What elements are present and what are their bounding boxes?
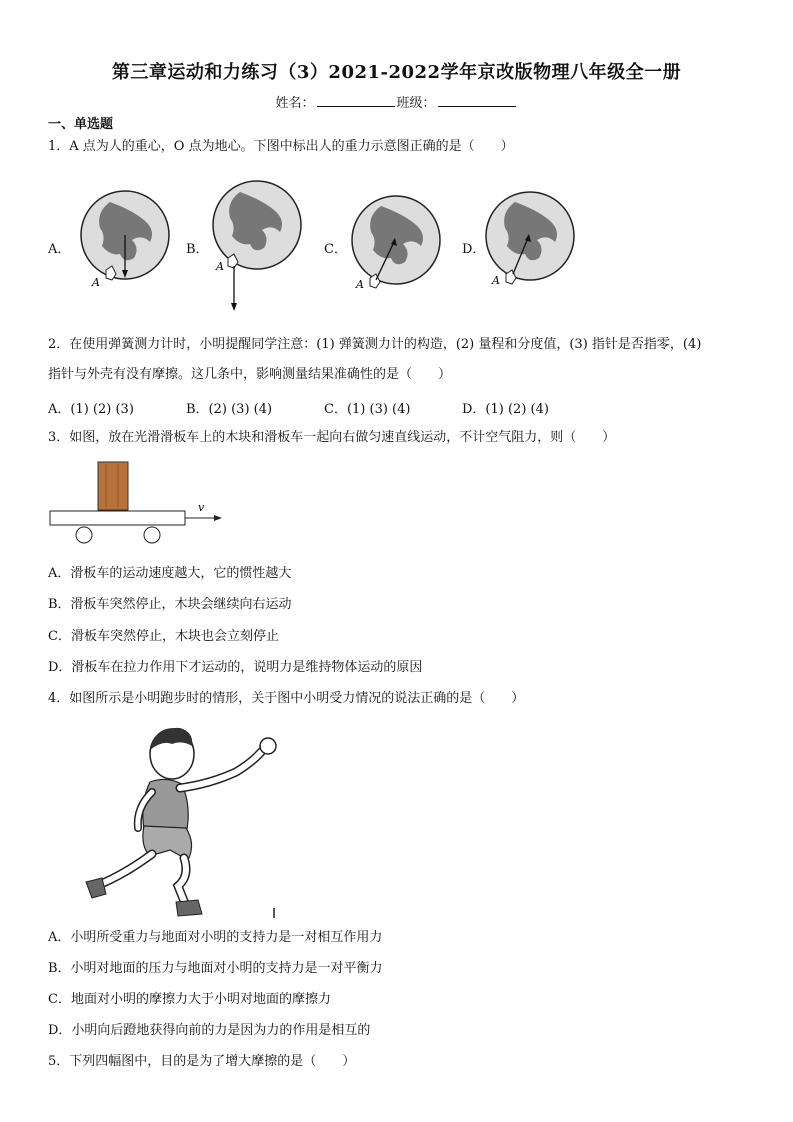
q2-option-a[interactable]: A．(1) (2) (3) [48, 402, 134, 417]
velocity-label: v [198, 501, 205, 514]
q1-figure-c [348, 196, 458, 306]
question-5-stem: 5．下列四幅图中，目的是为了增大摩擦的是（ ） [48, 1054, 356, 1069]
question-2-stem-line-1: 2．在使用弹簧测力计时，小明提醒同学注意：(1) 弹簧测力计的构造，(2) 量程和分度值，(3) 指针是否指零，(4) [48, 337, 702, 352]
question-1-stem: 1．A 点为人的重心，O 点为地心。下图中标出人的重力示意图正确的是（ ） [48, 139, 514, 154]
q3-option-d[interactable]: D．滑板车在拉力作用下才运动的，说明力是维持物体运动的原因 [48, 660, 423, 675]
student-info-line [0, 92, 793, 111]
q4-option-a[interactable]: A．小明所受重力与地面对小明的支持力是一对相互作用力 [48, 930, 383, 945]
wooden-block [98, 462, 128, 510]
skateboard-deck [50, 511, 185, 525]
q2-option-b[interactable]: B．(2) (3) (4) [186, 402, 273, 417]
boy-fist [260, 738, 276, 754]
point-a-label: A [216, 260, 224, 273]
point-a-label: A [92, 276, 100, 289]
point-a-label: A [492, 274, 500, 287]
q4-option-c[interactable]: C．地面对小明的摩擦力大于小明对地面的摩擦力 [48, 992, 331, 1007]
q1-option-d-label: D． [462, 242, 486, 257]
question-3-stem: 3．如图，放在光滑滑板车上的木块和滑板车一起向右做匀速直线运动，不计空气阻力，则（ ） [48, 430, 616, 445]
q1-figure-b [210, 180, 320, 320]
question-4-stem: 4．如图所示是小明跑步时的情形，关于图中小明受力情况的说法正确的是（ ） [48, 691, 525, 706]
boy-back-shoe [86, 878, 106, 898]
q4-figure-running-boy [80, 722, 300, 922]
class-blank[interactable] [438, 94, 516, 107]
arrow-head [214, 515, 222, 521]
wheel [76, 527, 92, 543]
q3-option-a[interactable]: A．滑板车的运动速度越大，它的惯性越大 [48, 566, 292, 581]
section-heading: 一、单选题 [48, 117, 114, 132]
q4-option-d[interactable]: D．小明向后蹬地获得向前的力是因为力的作用是相互的 [48, 1023, 371, 1038]
name-blank[interactable] [317, 94, 395, 107]
q2-option-c[interactable]: C．(1) (3) (4) [324, 402, 411, 417]
q2-option-d[interactable]: D．(1) (2) (4) [462, 402, 549, 417]
q1-option-c-label: C． [324, 242, 347, 257]
q4-option-b[interactable]: B．小明对地面的压力与地面对小明的支持力是一对平衡力 [48, 961, 383, 976]
arrow-head [231, 303, 237, 311]
q3-option-c[interactable]: C．滑板车突然停止，木块也会立刻停止 [48, 629, 279, 644]
question-2-stem-line-2: 指针与外壳有没有摩擦。这几条中，影响测量结果准确性的是（ ） [48, 367, 452, 382]
q1-option-a-label: A． [48, 242, 71, 257]
q3-option-b[interactable]: B．滑板车突然停止，木块会继续向右运动 [48, 597, 292, 612]
q1-figure-d [486, 190, 596, 300]
class-label: 班级： [396, 96, 436, 111]
page-title: 第三章运动和力练习（3）2021-2022学年京改版物理八年级全一册 [111, 62, 682, 83]
boy-front-shoe [176, 900, 202, 916]
q1-option-b-label: B． [186, 242, 209, 257]
q1-figure-a [70, 190, 180, 300]
q3-figure-skateboard [48, 460, 238, 550]
point-a-label: A [356, 278, 364, 291]
wheel [144, 527, 160, 543]
name-label: 姓名： [275, 96, 315, 111]
